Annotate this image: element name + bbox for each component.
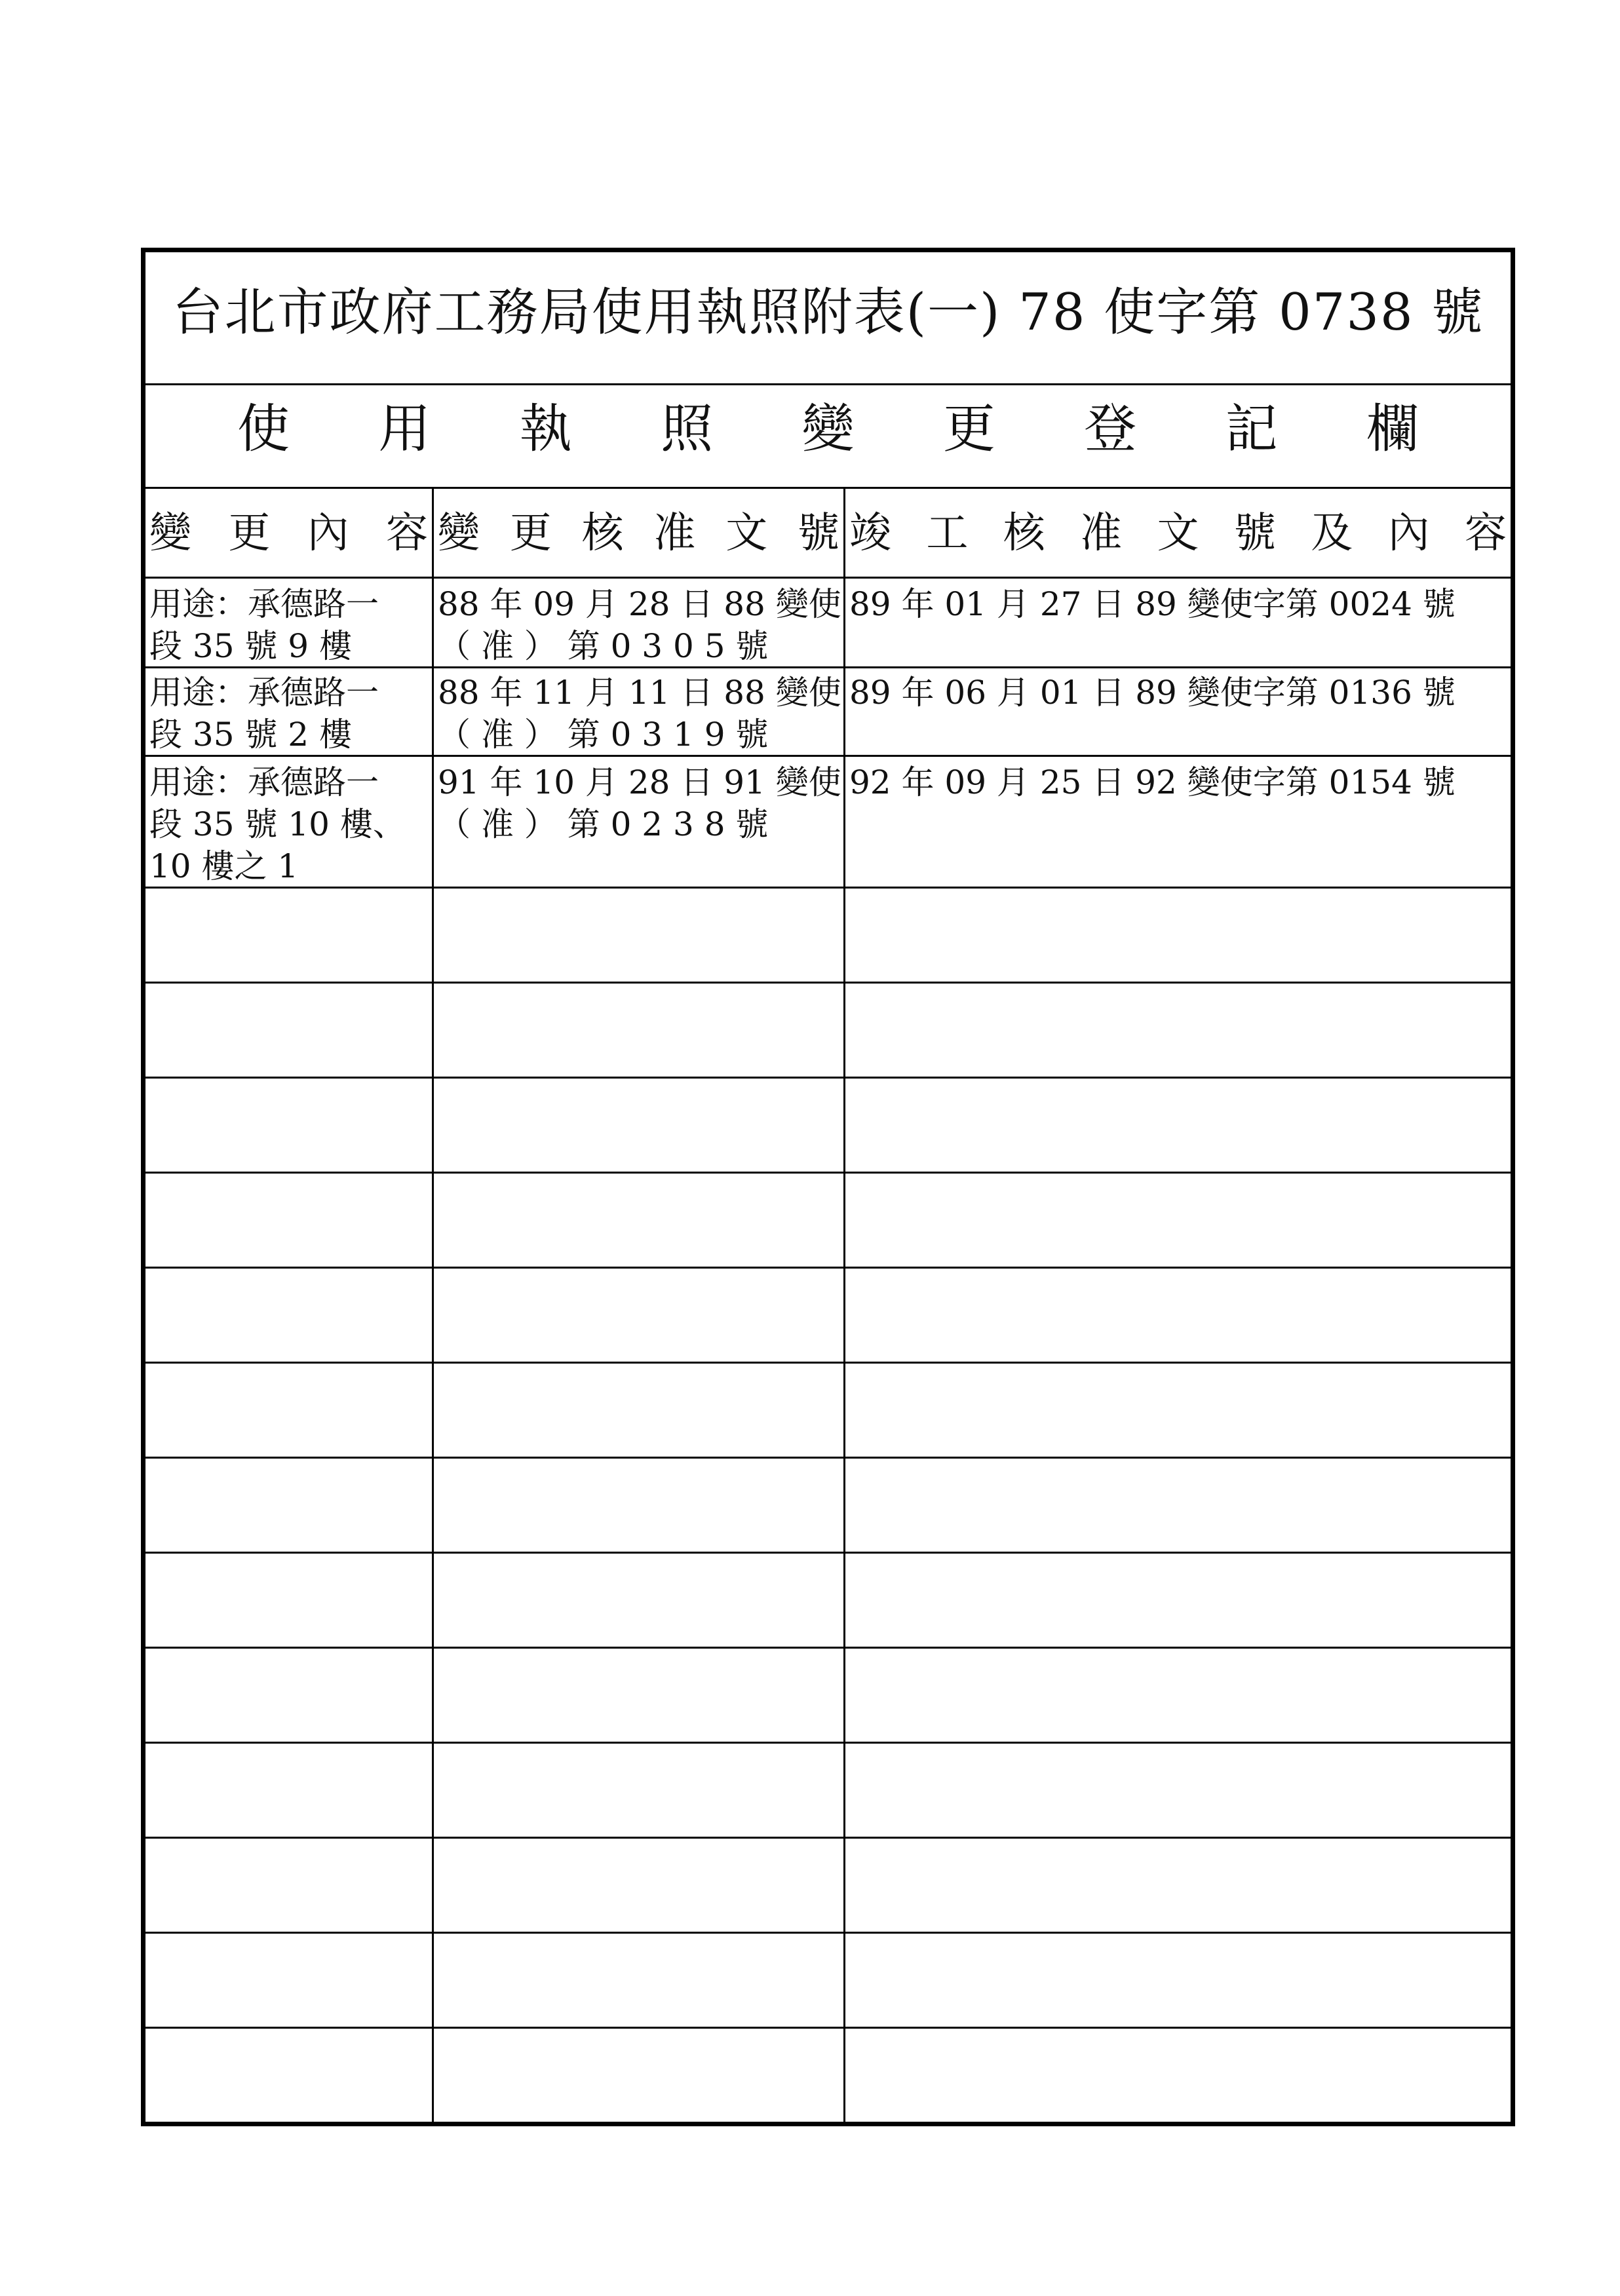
empty-row-divider	[145, 1552, 1511, 1554]
section-title-char: 登	[1084, 398, 1137, 459]
section-title-char: 使	[237, 398, 290, 459]
empty-row-divider	[145, 1077, 1511, 1079]
section-title-char: 變	[801, 398, 855, 459]
document-title: 台北市政府工務局使用執照附表(一) 78 使字第 0738 號	[172, 283, 1484, 342]
table-row-2-completion-approval: 89 年 06 月 01 日 89 變使字第 0136 號	[849, 674, 1456, 712]
header-change-content: 變 更 內 容	[149, 509, 428, 558]
header-completion-approval: 竣 工 核 准 文 號 及 內 容	[849, 509, 1507, 558]
empty-row-divider	[145, 1362, 1511, 1364]
row-divider	[145, 755, 1511, 757]
section-title-char: 記	[1225, 398, 1278, 459]
empty-row-divider	[145, 1837, 1511, 1839]
empty-row-divider	[145, 1172, 1511, 1174]
section-title	[172, 378, 1484, 470]
header-change-approval: 變 更 核 准 文 號	[438, 509, 839, 558]
header-divider	[145, 577, 1511, 579]
empty-row-divider	[145, 982, 1511, 984]
document-frame	[141, 248, 1515, 2126]
empty-row-divider	[145, 1647, 1511, 1649]
section-title-char: 欄	[1366, 398, 1419, 459]
table-row-3-change-content: 用途：承德路一 段 35 號 10 樓、 10 樓之 1	[149, 763, 406, 885]
section-title-char: 更	[942, 398, 995, 459]
section-title-char: 用	[378, 398, 431, 459]
empty-row-divider	[145, 1932, 1511, 1934]
table-row-3-completion-approval: 92 年 09 月 25 日 92 變使字第 0154 號	[849, 763, 1456, 801]
empty-row-divider	[145, 1267, 1511, 1269]
empty-row-divider	[145, 1742, 1511, 1744]
empty-row-divider	[145, 2027, 1511, 2029]
section-title-char: 執	[519, 398, 572, 459]
table-row-3-change-approval: 91 年 10 月 28 日 91 變使 （ 准 ） 第 0 2 3 8 號	[438, 763, 841, 843]
table-row-1-change-content: 用途：承德路一 段 35 號 9 樓	[149, 585, 379, 665]
table-row-1-change-approval: 88 年 09 月 28 日 88 變使 （ 准 ） 第 0 3 0 5 號	[438, 585, 841, 665]
table-row-2-change-approval: 88 年 11 月 11 日 88 變使 （ 准 ） 第 0 3 1 9 號	[438, 674, 841, 754]
empty-row-divider	[145, 1457, 1511, 1459]
row-divider	[145, 887, 1511, 889]
column-divider	[843, 487, 845, 2122]
section-title-char: 照	[661, 398, 714, 459]
table-row-1-completion-approval: 89 年 01 月 27 日 89 變使字第 0024 號	[849, 585, 1456, 623]
table-row-2-change-content: 用途：承德路一 段 35 號 2 樓	[149, 674, 379, 754]
row-divider	[145, 666, 1511, 668]
